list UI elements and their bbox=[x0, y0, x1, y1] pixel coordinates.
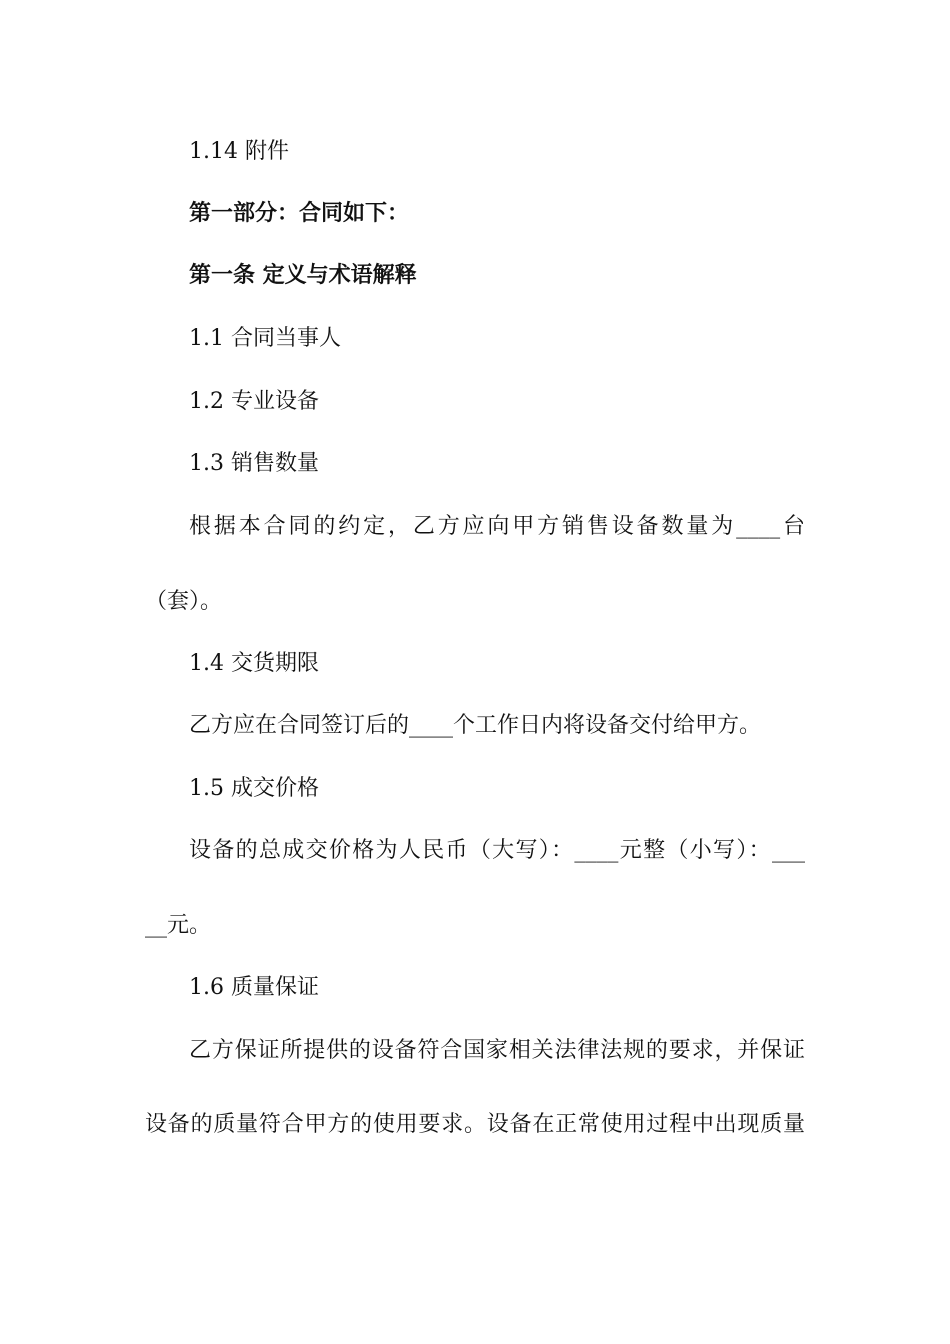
price-paragraph-line-1: 设备的总成交价格为人民币（大写）：____元整（小写）：___ bbox=[189, 838, 805, 863]
clause-1-6-quality: 1.6 质量保证 bbox=[189, 975, 319, 1000]
clause-1-5-price: 1.5 成交价格 bbox=[189, 776, 319, 801]
article-one-heading: 第一条 定义与术语解释 bbox=[189, 263, 417, 288]
quality-paragraph-line-2: 设备的质量符合甲方的使用要求。设备在正常使用过程中出现质量 bbox=[145, 1112, 805, 1137]
quantity-paragraph-line-2: （套）。 bbox=[145, 589, 223, 614]
part-one-heading: 第一部分：合同如下： bbox=[189, 201, 410, 226]
clause-1-4-delivery: 1.4 交货期限 bbox=[189, 651, 319, 676]
clause-1-2-equipment: 1.2 专业设备 bbox=[189, 389, 319, 414]
quantity-paragraph-line-1: 根据本合同的约定，乙方应向甲方销售设备数量为____台 bbox=[189, 514, 805, 539]
quality-paragraph-line-1: 乙方保证所提供的设备符合国家相关法律法规的要求，并保证 bbox=[189, 1038, 805, 1063]
clause-1-1-parties: 1.1 合同当事人 bbox=[189, 326, 341, 351]
delivery-paragraph: 乙方应在合同签订后的____个工作日内将设备交付给甲方。 bbox=[189, 713, 762, 738]
clause-1-14-attachments: 1.14 附件 bbox=[189, 139, 289, 164]
price-paragraph-line-2: __元。 bbox=[145, 913, 212, 938]
clause-1-3-quantity: 1.3 销售数量 bbox=[189, 451, 319, 476]
